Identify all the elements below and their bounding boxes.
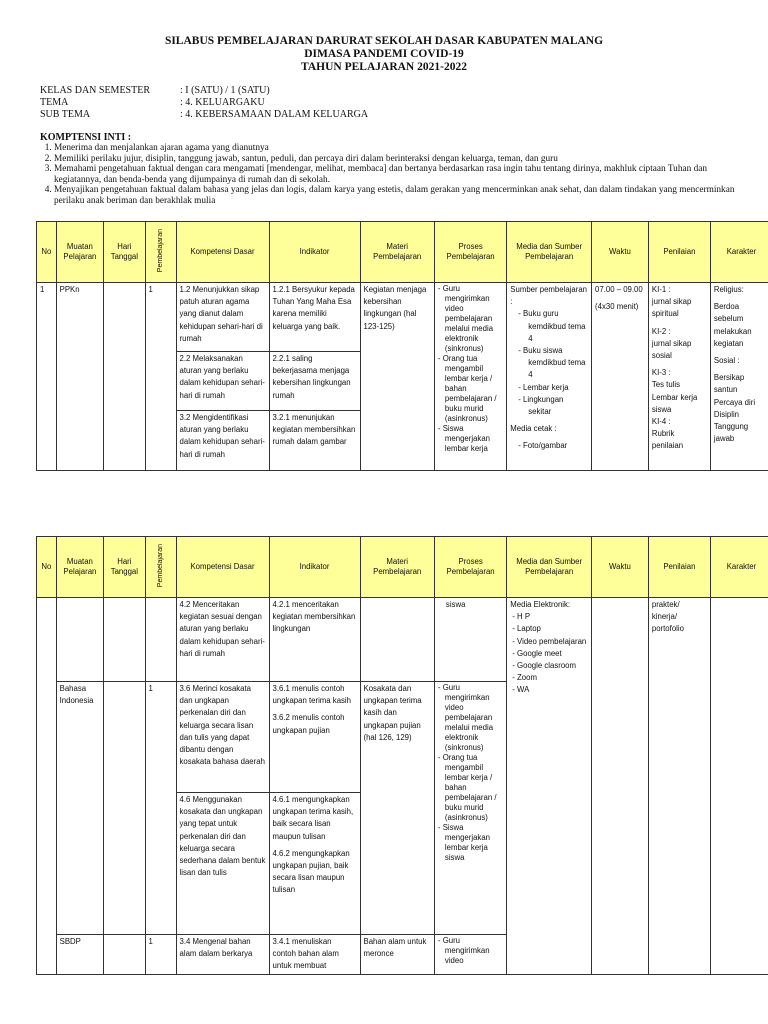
cell-hari	[104, 598, 145, 682]
ki-item: 3. Memahami pengetahuan faktual dengan cara mengamati [mendengar, melihat, membaca] dan bertanya berdasarkan rasa ingin tahu tentang dirinya, makhluk ciptaan Tuhan dan kegiatannya, dan benda-benda yang dijumpainya di rumah dan di sekolah.	[54, 164, 740, 185]
col-pembelajaran-label: Pembelajaran	[156, 228, 164, 273]
media-title: Media Elektronik:	[510, 600, 571, 609]
info-label: TEMA	[40, 97, 69, 108]
penilaian-line: Tes tulis	[651, 380, 681, 390]
ki-item: 2. Memiliki perilaku jujur, disiplin, tanggung jawab, santun, peduli, dan percaya diri dalam berinteraksi dengan keluarga, teman, dan guru	[54, 154, 740, 165]
cell-materi: Kegiatan menjaga kebersihan lingkungan (hal 123-125)	[360, 283, 434, 471]
penilaian-line: jurnal sikap sosial	[651, 338, 692, 361]
cell-media	[507, 598, 592, 975]
penilaian-line: KI-2 :	[651, 326, 671, 336]
col-penilaian: Penilaian	[648, 222, 710, 283]
cell-pembelajaran: 1	[145, 682, 176, 935]
info-label: SUB TEMA	[40, 109, 91, 120]
ki-heading: KOMPTENSI INTI :	[40, 132, 132, 143]
col-media: Media dan Sumber Pembelajaran	[507, 222, 592, 283]
media-item: - Google clasroom	[510, 660, 588, 672]
cell-kd: 3.2 Mengidentifikasi aturan yang berlaku dalam kehidupan sehari- hari di rumah	[176, 411, 269, 471]
cell-indikator: 3.2.1 menunjukan kegiatan membersihkan rumah dalam gambar	[269, 411, 360, 471]
col-proses: Proses Pembelajaran	[434, 222, 506, 283]
col-no: No	[37, 537, 57, 598]
col-hari: Hari Tanggal	[104, 222, 145, 283]
info-label: KELAS DAN SEMESTER	[40, 85, 151, 96]
karakter-line: Percaya diri	[713, 397, 756, 407]
col-kd: Kompetensi Dasar	[176, 537, 269, 598]
cell-materi: Kosakata dan ungkapan terima kasih dan ungkapan pujian (hal 126, 129)	[360, 682, 434, 935]
media-item: - Buku guru kemdikbud tema 4	[516, 308, 588, 345]
cell-hari	[104, 283, 145, 471]
karakter-line: Berdoa sebelum melakukan kegiatan	[713, 302, 752, 348]
ki-list	[40, 143, 740, 206]
cell-no	[37, 598, 57, 975]
table-header-row	[37, 222, 768, 283]
proses-item: - Orang tua mengambil lembar kerja / bahan pembelajaran / buku murid (asinkronus)	[438, 354, 503, 424]
karakter-line: Religius:	[713, 285, 744, 294]
indikator-line: 4.6.2 mengungkapkan ungkapan pujian, baik secara lisan maupun tulisan	[272, 848, 350, 895]
col-waktu: Waktu	[592, 222, 649, 283]
cell-waktu	[592, 283, 649, 471]
info-row-tema	[40, 97, 265, 108]
indikator-line: 3.6.1 menulis contoh ungkapan terima kasih	[272, 684, 351, 706]
media-title: Sumber pembelajaran :	[510, 285, 587, 307]
ki-item: 4. Menyajikan pengetahuan faktual dalam bahasa yang jelas dan logis, dalam karya yang estetis, dalam gerakan yang mencerminkan anak sehat, dan dalam tindakan yang mencerminkan perilaku anak beriman dan berakhlak mulia	[54, 185, 740, 206]
proses-item: - Orang tua mengambil lembar kerja / bahan pembelajaran / buku murid (asinkronus)	[438, 753, 503, 823]
media-item: - Google meet	[510, 648, 588, 660]
cell-materi: Bahan alam untuk meronce	[360, 935, 434, 975]
cell-media	[507, 283, 592, 471]
col-karakter: Karakter	[710, 537, 768, 598]
cell-penilaian: praktek/ kinerja/ portofolio	[648, 598, 710, 975]
media-item: - Lembar kerja	[516, 382, 588, 394]
info-value: : 4. KELUARGAKU	[180, 97, 265, 108]
col-penilaian: Penilaian	[648, 537, 710, 598]
proses-item: siswa	[445, 600, 466, 609]
penilaian-line: Rubrik penilaian	[651, 429, 684, 451]
cell-indikator: 3.4.1 menuliskan contoh bahan alam untuk membuat	[269, 935, 360, 975]
media-item: - Lingkungan sekitar	[516, 394, 588, 418]
col-materi: Materi Pembelajaran	[360, 537, 434, 598]
media-item: - Zoom	[510, 672, 588, 684]
cell-materi	[360, 598, 434, 682]
penilaian-line: KI-3 :	[651, 368, 671, 378]
proses-item: - Guru mengirimkan video pembelajaran melalui media elektronik (sinkronus)	[438, 683, 503, 753]
waktu-range: 07.00 – 09.00	[595, 285, 643, 294]
cell-hari	[104, 682, 145, 935]
cell-pembelajaran	[145, 598, 176, 682]
cell-proses	[434, 283, 506, 471]
info-value: : 4. KEBERSAMAAN DALAM KELUARGA	[180, 109, 369, 120]
col-pembelajaran	[145, 222, 176, 283]
cell-no: 1	[37, 283, 57, 471]
table-header-row	[37, 537, 768, 598]
syllabus-table-1	[36, 221, 768, 471]
cell-proses	[434, 682, 506, 935]
col-waktu: Waktu	[592, 537, 649, 598]
cell-kd: 3.6 Merinci kosakata dan ungkapan perkenalan diri dan keluarga secara lisan dan tulis yang dapat dibantu dengan kosakata bahasa daerah	[176, 682, 269, 793]
col-karakter: Karakter	[710, 222, 768, 283]
proses-item: - Siswa mengerjakan lembar kerja	[438, 424, 503, 454]
waktu-duration: (4x30 menit)	[595, 302, 639, 312]
syllabus-table-2	[36, 536, 768, 975]
info-row-subtema	[40, 109, 368, 120]
ki-item: 1. Menerima dan menjalankan ajaran agama yang dianutnya	[54, 143, 740, 154]
col-hari: Hari Tanggal	[104, 537, 145, 598]
cell-kd: 4.2 Menceritakan kegiatan sesuai dengan aturan yang berlaku dalam kehidupan sehari-hari di rumah	[176, 598, 269, 682]
cell-kd: 1.2 Menunjukkan sikap patuh aturan agama yang dianut dalam kehidupan sehari-hari di rumah	[176, 283, 269, 352]
cell-proses	[434, 935, 506, 975]
karakter-line: Tanggung jawab	[713, 422, 749, 444]
proses-item: - Guru mengirimkan video pembelajaran melalui media elektronik (sinkronus)	[438, 284, 503, 354]
cell-karakter	[710, 598, 768, 975]
cell-indikator: 4.2.1 menceritakan kegiatan membersihkan lingkungan	[269, 598, 360, 682]
col-materi: Materi Pembelajaran	[360, 222, 434, 283]
col-media: Media dan Sumber Pembelajaran	[507, 537, 592, 598]
doc-title-line1: SILABUS PEMBELAJARAN DARURAT SEKOLAH DASAR KABUPATEN MALANG	[164, 35, 604, 47]
media-item: - Video pembelajaran	[510, 636, 588, 648]
cell-pembelajaran: 1	[145, 283, 176, 471]
proses-item: - Guru mengirimkan video	[438, 936, 503, 966]
cell-indikator	[269, 682, 360, 793]
cell-muatan	[56, 598, 104, 682]
cell-penilaian	[648, 283, 710, 471]
cell-waktu	[592, 598, 649, 975]
col-indikator: Indikator	[269, 537, 360, 598]
info-row-kelas	[40, 85, 270, 96]
media-cetak-title: Media cetak :	[510, 424, 557, 434]
col-proses: Proses Pembelajaran	[434, 537, 506, 598]
media-item: - WA	[510, 684, 588, 696]
info-value: : I (SATU) / 1 (SATU)	[180, 85, 270, 96]
col-pembelajaran-label: Pembelajaran	[156, 543, 164, 588]
col-indikator: Indikator	[269, 222, 360, 283]
cell-kd: 2.2 Melaksanakan aturan yang berlaku dalam kehidupan sehari-hari di rumah	[176, 352, 269, 411]
cell-indikator: 1.2.1 Bersyukur kepada Tuhan Yang Maha Esa karena memiliki keluarga yang baik.	[269, 283, 360, 352]
indikator-line: 4.6.1 mengungkapkan ungkapan terima kasih, baik secara lisan maupun tulisan	[272, 795, 354, 841]
table-row	[37, 283, 768, 352]
karakter-line: Bersikap santun	[713, 373, 745, 395]
cell-indikator	[269, 793, 360, 935]
indikator-line: 3.6.2 menulis contoh ungkapan pujian	[272, 713, 345, 735]
penilaian-line: KI-1 :	[651, 285, 671, 294]
penilaian-line: KI-4 :	[651, 417, 671, 427]
media-item: - Foto/gambar	[516, 440, 588, 452]
table-row	[37, 598, 768, 682]
cell-kd: 4.6 Menggunakan kosakata dan ungkapan yang tepat untuk perkenalan diri dan keluarga secara sederhana dalam bentuk lisan dan tulis	[176, 793, 269, 935]
doc-title-line3: TAHUN PELAJARAN 2021-2022	[301, 61, 467, 73]
col-muatan: Muatan Pelajaran	[56, 537, 104, 598]
media-item: - H P	[510, 611, 588, 623]
karakter-line: Disiplin	[713, 409, 740, 419]
media-item: - Laptop	[510, 623, 588, 635]
cell-muatan: Bahasa Indonesia	[56, 682, 104, 935]
cell-indikator: 2.2.1 saling bekerjasama menjaga kebersihan lingkungan rumah	[269, 352, 360, 411]
proses-item: - Siswa mengerjakan lembar kerja siswa	[438, 823, 503, 863]
cell-proses	[434, 598, 506, 682]
karakter-line: Sosial :	[713, 356, 740, 366]
col-pembelajaran	[145, 537, 176, 598]
cell-muatan: PPKn	[56, 283, 104, 471]
cell-hari	[104, 935, 145, 975]
doc-title-line2: DIMASA PANDEMI COVID-19	[304, 48, 464, 60]
media-item: - Buku siswa kemdikbud tema 4	[516, 345, 588, 382]
col-muatan: Muatan Pelajaran	[56, 222, 104, 283]
penilaian-line: jurnal sikap spiritual	[651, 297, 692, 319]
cell-muatan: SBDP	[56, 935, 104, 975]
cell-karakter	[710, 283, 768, 471]
col-no: No	[37, 222, 57, 283]
cell-kd: 3.4 Mengenal bahan alam dalam berkarya	[176, 935, 269, 975]
col-kd: Kompetensi Dasar	[176, 222, 269, 283]
cell-pembelajaran: 1	[145, 935, 176, 975]
penilaian-line: Lembar kerja siswa	[651, 392, 698, 414]
